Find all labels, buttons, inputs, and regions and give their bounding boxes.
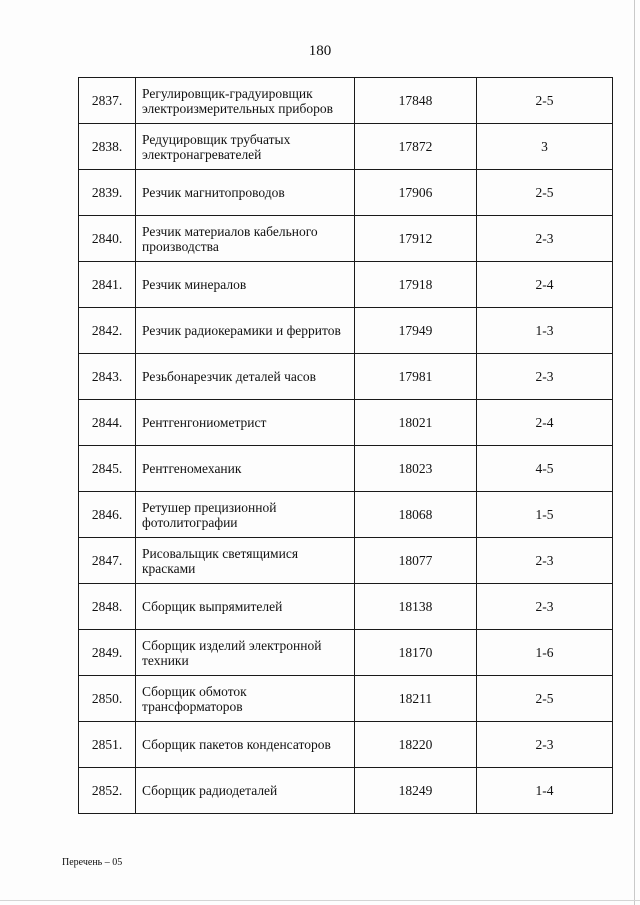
profession-name-cell: Рентгеномеханик <box>136 446 355 492</box>
page-number: 180 <box>308 43 332 59</box>
profession-name-cell: Сборщик радиодеталей <box>136 768 355 814</box>
table-row <box>79 538 613 584</box>
row-number-cell: 2837. <box>79 78 136 124</box>
grade-range-cell: 3 <box>477 124 613 170</box>
grade-range-cell: 2-3 <box>477 216 613 262</box>
footer-label: Перечень – 05 <box>62 857 123 868</box>
profession-name-cell: Резчик магнитопроводов <box>136 170 355 216</box>
profession-code-cell: 17848 <box>355 78 477 124</box>
row-number-cell: 2849. <box>79 630 136 676</box>
table-row <box>79 354 613 400</box>
grade-range-cell: 1-5 <box>477 492 613 538</box>
profession-name-cell: Сборщик изделий электронной техники <box>136 630 355 676</box>
grade-range-cell: 2-3 <box>477 538 613 584</box>
profession-name-cell: Редуцировщик трубчатых электронагревателей <box>136 124 355 170</box>
row-number-cell: 2847. <box>79 538 136 584</box>
profession-name-cell: Сборщик обмоток трансформаторов <box>136 676 355 722</box>
grade-range-cell: 2-3 <box>477 584 613 630</box>
profession-code-cell: 18021 <box>355 400 477 446</box>
profession-code-cell: 18138 <box>355 584 477 630</box>
profession-code-cell: 17949 <box>355 308 477 354</box>
table-row <box>79 768 613 814</box>
row-number-cell: 2850. <box>79 676 136 722</box>
table-row <box>79 216 613 262</box>
profession-code-cell: 18211 <box>355 676 477 722</box>
table-row <box>79 308 613 354</box>
grade-range-cell: 2-3 <box>477 722 613 768</box>
grade-range-cell: 2-4 <box>477 400 613 446</box>
row-number-cell: 2843. <box>79 354 136 400</box>
table-row <box>79 630 613 676</box>
grade-range-cell: 2-5 <box>477 78 613 124</box>
grade-range-cell: 2-5 <box>477 170 613 216</box>
row-number-cell: 2840. <box>79 216 136 262</box>
profession-name-cell: Сборщик выпрямителей <box>136 584 355 630</box>
table-row <box>79 78 613 124</box>
profession-code-cell: 18077 <box>355 538 477 584</box>
table-row <box>79 124 613 170</box>
profession-name-cell: Сборщик пакетов конденсаторов <box>136 722 355 768</box>
profession-name-cell: Ретушер прецизионной фотолитографии <box>136 492 355 538</box>
profession-name-cell: Резчик минералов <box>136 262 355 308</box>
profession-code-cell: 17906 <box>355 170 477 216</box>
table-row <box>79 400 613 446</box>
profession-code-cell: 17912 <box>355 216 477 262</box>
profession-code-cell: 18170 <box>355 630 477 676</box>
grade-range-cell: 1-6 <box>477 630 613 676</box>
table-row <box>79 722 613 768</box>
row-number-cell: 2846. <box>79 492 136 538</box>
scan-edge-bottom <box>0 900 640 901</box>
row-number-cell: 2841. <box>79 262 136 308</box>
profession-code-cell: 17872 <box>355 124 477 170</box>
profession-code-cell: 18220 <box>355 722 477 768</box>
table-row <box>79 584 613 630</box>
profession-code-cell: 18023 <box>355 446 477 492</box>
row-number-cell: 2839. <box>79 170 136 216</box>
grade-range-cell: 2-5 <box>477 676 613 722</box>
profession-name-cell: Рисовальщик светящимися красками <box>136 538 355 584</box>
row-number-cell: 2851. <box>79 722 136 768</box>
table-row <box>79 492 613 538</box>
row-number-cell: 2842. <box>79 308 136 354</box>
profession-code-cell: 18249 <box>355 768 477 814</box>
table-row <box>79 170 613 216</box>
profession-name-cell: Резчик радиокерамики и ферритов <box>136 308 355 354</box>
table-body <box>79 78 613 814</box>
row-number-cell: 2838. <box>79 124 136 170</box>
grade-range-cell: 2-4 <box>477 262 613 308</box>
table-row <box>79 446 613 492</box>
grade-range-cell: 2-3 <box>477 354 613 400</box>
table-row <box>79 262 613 308</box>
profession-code-cell: 18068 <box>355 492 477 538</box>
row-number-cell: 2848. <box>79 584 136 630</box>
scan-edge-right <box>634 0 635 905</box>
row-number-cell: 2844. <box>79 400 136 446</box>
profession-code-cell: 17981 <box>355 354 477 400</box>
profession-name-cell: Резьбонарезчик деталей часов <box>136 354 355 400</box>
profession-name-cell: Рентгенгониометрист <box>136 400 355 446</box>
grade-range-cell: 4-5 <box>477 446 613 492</box>
profession-code-cell: 17918 <box>355 262 477 308</box>
profession-name-cell: Резчик материалов кабельного производства <box>136 216 355 262</box>
grade-range-cell: 1-3 <box>477 308 613 354</box>
grade-range-cell: 1-4 <box>477 768 613 814</box>
profession-name-cell: Регулировщик-градуировщик электроизмерительных приборов <box>136 78 355 124</box>
professions-table <box>78 77 613 814</box>
row-number-cell: 2852. <box>79 768 136 814</box>
row-number-cell: 2845. <box>79 446 136 492</box>
table-row <box>79 676 613 722</box>
